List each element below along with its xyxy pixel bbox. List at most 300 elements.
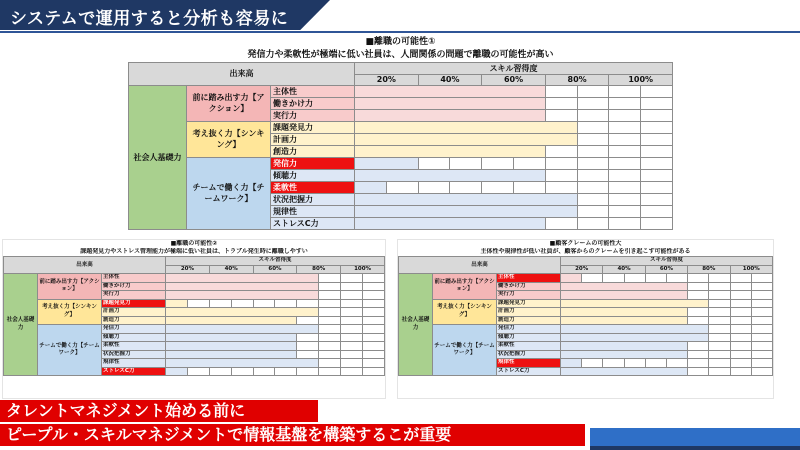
proficiency-bar-cell [231,325,253,334]
percent-label: 60% [253,265,297,274]
proficiency-bar-cell [561,359,582,368]
proficiency-bar-cell [418,110,450,122]
proficiency-bar-cell [209,308,231,317]
group-label: 前に踏み出す力【アクション】 [187,86,271,122]
skill-matrix-table [128,62,673,230]
proficiency-empty-cell [751,274,772,283]
skill-name: 計画力 [497,308,561,317]
proficiency-empty-cell [297,299,319,308]
proficiency-empty-cell [341,308,363,317]
proficiency-empty-cell [666,359,687,368]
proficiency-empty-cell [709,367,730,376]
slide-title: システムで運用すると分析も容易に [10,9,289,29]
proficiency-bar-cell [450,122,482,134]
proficiency-empty-cell [514,158,546,170]
proficiency-bar-cell [603,316,624,325]
proficiency-empty-cell [418,182,450,194]
proficiency-bar-cell [514,218,546,230]
proficiency-bar-cell [582,299,603,308]
proficiency-bar-cell [603,282,624,291]
proficiency-empty-cell [730,308,751,317]
proficiency-bar-cell [297,274,319,283]
table-header-row [129,63,673,75]
proficiency-bar-cell [275,325,297,334]
proficiency-empty-cell [545,98,577,110]
skill-row [399,274,773,283]
proficiency-bar-cell [450,218,482,230]
proficiency-empty-cell [666,274,687,283]
footer-banner-line1: タレントマネジメント始める前に [0,400,318,422]
proficiency-empty-cell [730,274,751,283]
proficiency-bar-cell [450,206,482,218]
proficiency-empty-cell [363,316,385,325]
proficiency-bar-cell [561,291,582,300]
proficiency-bar-cell [645,291,666,300]
proficiency-empty-cell [341,367,363,376]
proficiency-empty-cell [319,325,341,334]
proficiency-empty-cell [730,325,751,334]
proficiency-bar-cell [582,367,603,376]
proficiency-empty-cell [730,333,751,342]
proficiency-bar-cell [187,282,209,291]
proficiency-empty-cell [641,158,673,170]
skill-name: 発信力 [497,325,561,334]
skill-name: 規律性 [271,206,355,218]
proficiency-empty-cell [609,170,641,182]
proficiency-bar-cell [386,194,418,206]
skill-name: 傾聴力 [271,170,355,182]
group-label: チームで働く力【チームワーク】 [433,325,497,376]
panel-title: ■離職の可能性② [170,240,218,247]
proficiency-bar-cell [231,342,253,351]
proficiency-bar-cell [275,274,297,283]
proficiency-bar-cell [355,122,387,134]
proficiency-empty-cell [709,316,730,325]
proficiency-empty-cell [624,274,645,283]
proficiency-empty-cell [688,316,709,325]
proficiency-empty-cell [275,367,297,376]
proficiency-bar-cell [624,325,645,334]
proficiency-bar-cell [482,194,514,206]
proficiency-empty-cell [577,122,609,134]
proficiency-bar-cell [450,110,482,122]
proficiency-empty-cell [688,282,709,291]
proficiency-bar-cell [645,342,666,351]
proficiency-bar-cell [275,282,297,291]
proficiency-empty-cell [751,367,772,376]
social-skills-label: 社会人基礎力 [129,86,187,230]
proficiency-empty-cell [709,333,730,342]
proficiency-bar-cell [187,308,209,317]
proficiency-bar-cell [645,299,666,308]
proficiency-bar-cell [355,182,387,194]
proficiency-bar-cell [545,206,577,218]
proficiency-empty-cell [688,291,709,300]
proficiency-bar-cell [253,291,275,300]
proficiency-bar-cell [253,308,275,317]
proficiency-bar-cell [603,291,624,300]
skill-name-flagged: 課題発見力 [102,299,166,308]
proficiency-bar-cell [582,308,603,317]
skill-name: 実行力 [102,291,166,300]
proficiency-bar-cell [418,146,450,158]
proficiency-empty-cell [297,316,319,325]
skill-proficiency-header: スキル習得度 [561,257,773,266]
proficiency-bar-cell [231,291,253,300]
proficiency-bar-cell [275,350,297,359]
proficiency-bar-cell [187,333,209,342]
proficiency-bar-cell [386,122,418,134]
proficiency-bar-cell [603,342,624,351]
proficiency-empty-cell [545,158,577,170]
percent-label: 40% [603,265,645,274]
proficiency-bar-cell [603,308,624,317]
proficiency-bar-cell [275,308,297,317]
proficiency-bar-cell [450,134,482,146]
group-label: チームで働く力【チームワーク】 [38,325,102,376]
proficiency-bar-cell [187,291,209,300]
proficiency-empty-cell [751,325,772,334]
proficiency-bar-cell [624,342,645,351]
proficiency-bar-cell [253,325,275,334]
proficiency-empty-cell [603,274,624,283]
panel-subtitle: 課題発見力やストレス管理能力が極端に低い社員は、トラブル発生時に離職しやすい [80,248,308,255]
proficiency-bar-cell [386,98,418,110]
group-label: 前に踏み出す力【アクション】 [433,274,497,300]
proficiency-empty-cell [482,158,514,170]
proficiency-bar-cell [582,282,603,291]
proficiency-empty-cell [319,359,341,368]
proficiency-bar-cell [482,146,514,158]
panel-subtitle: 発信力や柔軟性が極端に低い社員は、人間関係の問題で離職の可能性が高い [247,50,554,60]
proficiency-empty-cell [341,299,363,308]
proficiency-bar-cell [482,170,514,182]
proficiency-bar-cell [482,98,514,110]
proficiency-empty-cell [545,86,577,98]
proficiency-empty-cell [297,333,319,342]
proficiency-empty-cell [450,182,482,194]
proficiency-empty-cell [641,86,673,98]
proficiency-bar-cell [666,299,687,308]
proficiency-bar-cell [418,122,450,134]
skill-name-flagged: 発信力 [271,158,355,170]
proficiency-bar-cell [418,194,450,206]
proficiency-empty-cell [609,146,641,158]
proficiency-bar-cell [645,367,666,376]
proficiency-empty-cell [577,98,609,110]
group-label: チームで働く力【チームワーク】 [187,158,271,230]
proficiency-bar-cell [386,86,418,98]
panel-customer-complaint-risk [398,240,773,398]
proficiency-bar-cell [666,333,687,342]
proficiency-bar-cell [297,282,319,291]
skill-name: 状況把握力 [271,194,355,206]
proficiency-empty-cell [709,308,730,317]
proficiency-bar-cell [582,350,603,359]
proficiency-empty-cell [363,350,385,359]
proficiency-empty-cell [297,350,319,359]
proficiency-empty-cell [577,158,609,170]
proficiency-bar-cell [561,350,582,359]
proficiency-bar-cell [166,367,188,376]
proficiency-empty-cell [641,146,673,158]
skill-matrix-table [398,256,773,376]
proficiency-bar-cell [187,274,209,283]
proficiency-empty-cell [319,333,341,342]
skill-name: 創造力 [271,146,355,158]
proficiency-bar-cell [209,316,231,325]
proficiency-empty-cell [751,282,772,291]
proficiency-empty-cell [609,158,641,170]
skill-name: 実行力 [271,110,355,122]
proficiency-bar-cell [355,98,387,110]
social-skills-label: 社会人基礎力 [4,274,38,376]
proficiency-empty-cell [730,342,751,351]
proficiency-bar-cell [514,134,546,146]
proficiency-empty-cell [609,98,641,110]
proficiency-empty-cell [624,359,645,368]
proficiency-bar-cell [275,291,297,300]
proficiency-empty-cell [545,170,577,182]
proficiency-bar-cell [603,333,624,342]
skill-name: ストレスC力 [271,218,355,230]
proficiency-bar-cell [603,350,624,359]
skill-name: 課題発見力 [497,299,561,308]
proficiency-bar-cell [187,350,209,359]
proficiency-bar-cell [355,146,387,158]
proficiency-empty-cell [341,359,363,368]
proficiency-empty-cell [482,182,514,194]
proficiency-empty-cell [577,194,609,206]
skill-row [4,299,385,308]
proficiency-empty-cell [253,299,275,308]
percent-label: 60% [482,75,546,86]
proficiency-bar-cell [231,282,253,291]
proficiency-empty-cell [688,367,709,376]
table-header-row [399,257,773,266]
proficiency-empty-cell [582,274,603,283]
proficiency-bar-cell [418,134,450,146]
proficiency-empty-cell [545,182,577,194]
skill-matrix-table [3,256,385,376]
proficiency-bar-cell [482,134,514,146]
skill-row [4,274,385,283]
skill-name: 柔軟性 [102,342,166,351]
skill-name: 課題発見力 [271,122,355,134]
proficiency-bar-cell [355,170,387,182]
percent-label: 40% [209,265,253,274]
proficiency-bar-cell [166,333,188,342]
proficiency-bar-cell [253,359,275,368]
proficiency-bar-cell [187,359,209,368]
proficiency-bar-cell [688,333,709,342]
proficiency-bar-cell [209,333,231,342]
proficiency-bar-cell [166,282,188,291]
proficiency-bar-cell [275,316,297,325]
percent-label: 60% [645,265,687,274]
proficiency-bar-cell [545,134,577,146]
proficiency-bar-cell [275,333,297,342]
proficiency-bar-cell [297,325,319,334]
proficiency-empty-cell [545,146,577,158]
proficiency-empty-cell [319,282,341,291]
proficiency-empty-cell [297,367,319,376]
proficiency-bar-cell [209,325,231,334]
proficiency-bar-cell [209,282,231,291]
proficiency-empty-cell [751,359,772,368]
percent-label: 20% [561,265,603,274]
proficiency-empty-cell [341,342,363,351]
proficiency-bar-cell [514,122,546,134]
proficiency-bar-cell [603,299,624,308]
proficiency-bar-cell [666,291,687,300]
proficiency-bar-cell [166,291,188,300]
proficiency-bar-cell [624,316,645,325]
proficiency-empty-cell [319,342,341,351]
proficiency-bar-cell [561,333,582,342]
proficiency-empty-cell [187,299,209,308]
proficiency-bar-cell [418,86,450,98]
proficiency-empty-cell [319,274,341,283]
proficiency-empty-cell [730,350,751,359]
proficiency-bar-cell [418,218,450,230]
slide-header [0,0,800,32]
proficiency-bar-cell [582,333,603,342]
proficiency-bar-cell [275,359,297,368]
proficiency-bar-cell [166,308,188,317]
proficiency-empty-cell [450,158,482,170]
proficiency-bar-cell [482,86,514,98]
proficiency-empty-cell [751,291,772,300]
proficiency-bar-cell [450,194,482,206]
proficiency-empty-cell [709,299,730,308]
proficiency-bar-cell [482,122,514,134]
proficiency-bar-cell [209,274,231,283]
proficiency-empty-cell [363,325,385,334]
proficiency-bar-cell [666,316,687,325]
proficiency-bar-cell [450,170,482,182]
proficiency-empty-cell [688,350,709,359]
proficiency-empty-cell [363,299,385,308]
proficiency-bar-cell [231,333,253,342]
proficiency-bar-cell [231,308,253,317]
proficiency-bar-cell [209,291,231,300]
footer-accent-bar [590,428,800,446]
proficiency-bar-cell [545,122,577,134]
proficiency-bar-cell [561,342,582,351]
proficiency-empty-cell [645,274,666,283]
skill-name-flagged: ストレスC力 [102,367,166,376]
proficiency-bar-cell [231,359,253,368]
proficiency-bar-cell [561,316,582,325]
proficiency-empty-cell [341,325,363,334]
proficiency-bar-cell [645,333,666,342]
proficiency-bar-cell [666,308,687,317]
skill-name-flagged: 柔軟性 [271,182,355,194]
proficiency-empty-cell [319,308,341,317]
proficiency-bar-cell [666,282,687,291]
proficiency-bar-cell [545,194,577,206]
proficiency-empty-cell [688,274,709,283]
proficiency-bar-cell [482,206,514,218]
proficiency-empty-cell [751,350,772,359]
panel-title: ■顧客クレームの可能性大 [549,240,622,247]
proficiency-bar-cell [355,110,387,122]
proficiency-bar-cell [645,325,666,334]
proficiency-empty-cell [319,350,341,359]
proficiency-bar-cell [450,146,482,158]
proficiency-empty-cell [363,282,385,291]
proficiency-empty-cell [386,182,418,194]
proficiency-empty-cell [363,359,385,368]
proficiency-empty-cell [641,134,673,146]
group-label: 考え抜く力【シンキング】 [38,299,102,325]
skill-name: 傾聴力 [497,333,561,342]
proficiency-bar-cell [561,299,582,308]
table-header-row [4,257,385,266]
skill-name: 柔軟性 [497,342,561,351]
proficiency-empty-cell [751,308,772,317]
proficiency-bar-cell [624,367,645,376]
proficiency-empty-cell [363,367,385,376]
proficiency-empty-cell [609,182,641,194]
panel-turnover-risk-2 [3,240,385,398]
footer-banner-line2: ピープル・スキルマネジメントで情報基盤を構築するこが重要 [0,424,585,446]
proficiency-empty-cell [545,110,577,122]
proficiency-empty-cell [730,299,751,308]
proficiency-bar-cell [561,274,582,283]
proficiency-empty-cell [688,359,709,368]
proficiency-bar-cell [253,333,275,342]
proficiency-empty-cell [645,359,666,368]
skill-name: ストレスC力 [497,367,561,376]
proficiency-bar-cell [166,299,188,308]
skill-proficiency-header: スキル習得度 [166,257,385,266]
proficiency-empty-cell [609,86,641,98]
proficiency-bar-cell [209,342,231,351]
proficiency-bar-cell [297,308,319,317]
proficiency-bar-cell [624,333,645,342]
proficiency-bar-cell [624,291,645,300]
proficiency-bar-cell [624,308,645,317]
proficiency-bar-cell [645,308,666,317]
proficiency-bar-cell [514,98,546,110]
proficiency-bar-cell [645,316,666,325]
proficiency-bar-cell [355,194,387,206]
proficiency-bar-cell [582,342,603,351]
skill-name-flagged: 主体性 [497,274,561,283]
skill-row [129,122,673,134]
proficiency-bar-cell [645,282,666,291]
proficiency-empty-cell [709,274,730,283]
proficiency-empty-cell [319,367,341,376]
proficiency-bar-cell [514,110,546,122]
panel-turnover-risk-1 [128,36,673,240]
proficiency-empty-cell [577,170,609,182]
group-label: 考え抜く力【シンキング】 [433,299,497,325]
proficiency-empty-cell [577,182,609,194]
proficiency-empty-cell [253,367,275,376]
proficiency-empty-cell [363,274,385,283]
skill-name: 働きかけ力 [497,282,561,291]
proficiency-empty-cell [418,158,450,170]
proficiency-empty-cell [209,367,231,376]
proficiency-bar-cell [386,146,418,158]
proficiency-bar-cell [386,110,418,122]
proficiency-empty-cell [709,359,730,368]
percent-label: 80% [545,75,609,86]
skill-row [129,158,673,170]
